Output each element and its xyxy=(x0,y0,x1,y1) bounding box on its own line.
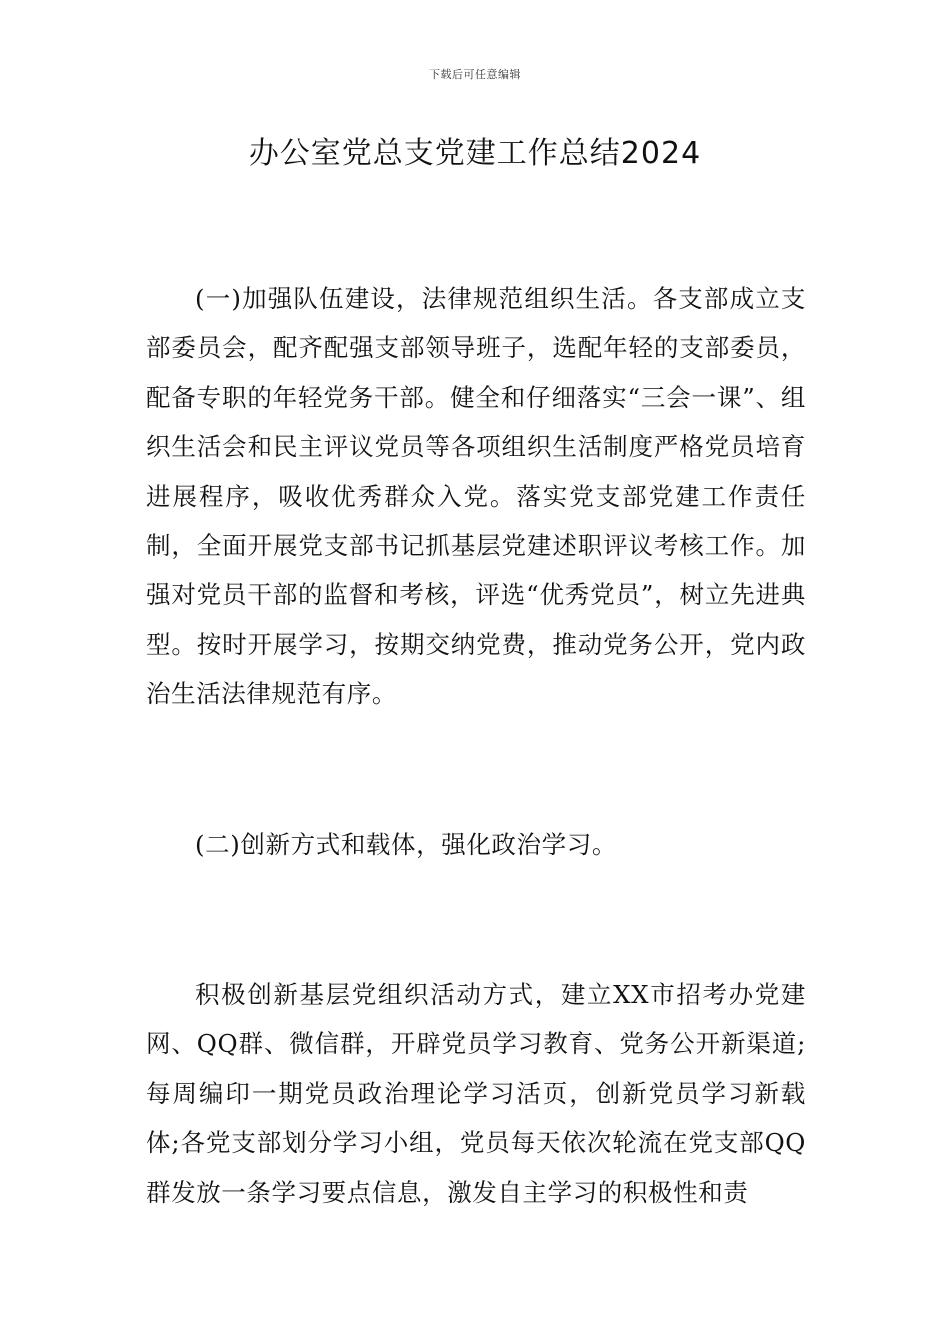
paragraph-2: (二)创新方式和载体，强化政治学习。 xyxy=(195,830,617,859)
document-title: 办公室党总支党建工作总结2024 xyxy=(248,136,702,171)
header-note: 下载后可任意编辑 xyxy=(429,68,521,81)
paragraph-1: (一)加强队伍建设，法律规范组织生活。各支部成立支部委员会，配齐配强支部领导班子，选配年轻的支部委员，配备专职的年轻党务干部。健全和仔细落实“三会一课”、组织生活会和民主评议党员等各项组织生活制度严格党员培育进展程序，吸收优秀群众入党。落实党支部党建工作责任制，全面开展党支部书记抓基层党建述职评议考核工作。加强对党员干部的监督和考核，评选“优秀党员”，树立先进典型。按时开展学习，按期交纳党费，推动党务公开，党内政治生活法律规范有序。 xyxy=(146,284,806,709)
paragraph-3: 积极创新基层党组织活动方式，建立XX市招考办党建网、QQ群、微信群，开辟党员学习教育、党务公开新渠道;每周编印一期党员政治理论学习活页，创新党员学习新载体;各党支部划分学习小组，党员每天依次轮流在党支部QQ群发放一条学习要点信息，激发自主学习的积极性和责 xyxy=(146,980,806,1207)
